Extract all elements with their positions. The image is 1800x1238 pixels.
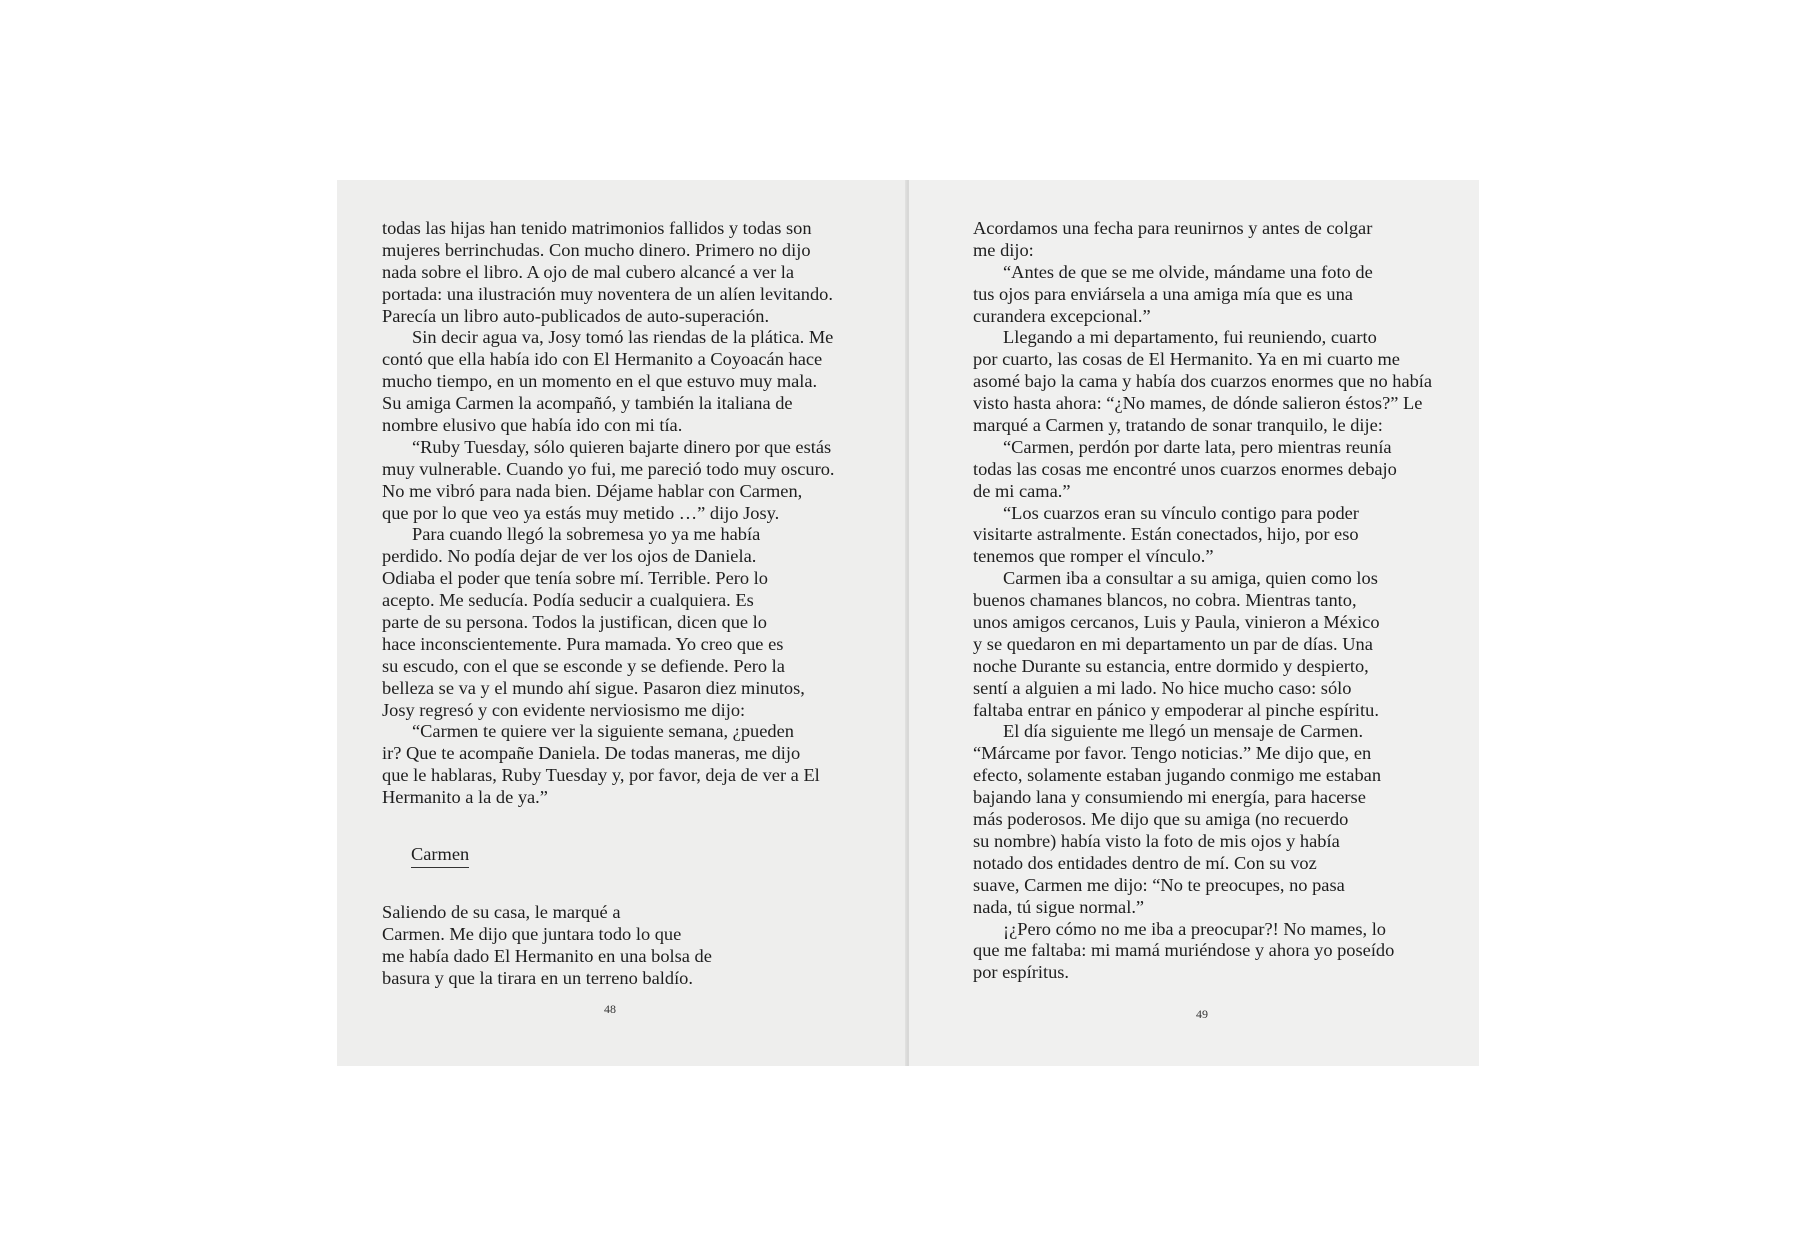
- right-page: [909, 180, 1479, 1066]
- text-line: marqué a Carmen y, tratando de sonar tranquilo, le dije:: [973, 415, 1383, 436]
- text-line: mucho tiempo, en un momento en el que estuvo muy mala.: [382, 371, 818, 392]
- text-line: Saliendo de su casa, le marqué a: [382, 901, 621, 922]
- text-line: de mi cama.”: [973, 480, 1071, 501]
- text-line: Su amiga Carmen la acompañó, y también la italiana de: [382, 393, 793, 414]
- left-page-text: [382, 218, 862, 990]
- text-line: efecto, solamente estaban jugando conmigo me estaban: [973, 765, 1382, 786]
- text-line: No me vibró para nada bien. Déjame hablar con Carmen,: [382, 480, 803, 501]
- text-line: bajando lana y consumiendo mi energía, para hacerse: [973, 787, 1366, 808]
- text-line: Para cuando llegó la sobremesa yo ya me había: [412, 524, 761, 545]
- text-line: perdido. No podía dejar de ver los ojos de Daniela.: [382, 546, 757, 567]
- section-heading: Carmen: [411, 844, 469, 868]
- text-line: nada sobre el libro. A ojo de mal cubero alcancé a ver la: [382, 261, 795, 282]
- text-line: faltaba entrar en pánico y empoderar al pinche espíritu.: [973, 699, 1379, 720]
- text-line: ¡¿Pero cómo no me iba a preocupar?! No mames, lo: [1003, 918, 1386, 939]
- text-line: me dijo:: [973, 239, 1034, 260]
- text-line: “Ruby Tuesday, sólo quieren bajarte dinero por que estás: [412, 436, 832, 457]
- text-line: su escudo, con el que se esconde y se defiende. Pero la: [382, 655, 785, 676]
- text-line: “Los cuarzos eran su vínculo contigo para poder: [1003, 502, 1359, 523]
- text-line: “Carmen te quiere ver la siguiente semana, ¿pueden: [412, 721, 794, 742]
- text-line: sentí a alguien a mi lado. No hice mucho caso: sólo: [973, 677, 1352, 698]
- text-line: visitarte astralmente. Están conectados, hijo, por eso: [973, 524, 1359, 545]
- text-line: que le hablaras, Ruby Tuesday y, por favor, deja de ver a El: [382, 765, 820, 786]
- right-page-text: [973, 218, 1443, 984]
- text-line: por espíritus.: [973, 962, 1070, 983]
- text-line: curandera excepcional.”: [973, 305, 1151, 326]
- text-line: Hermanito a la de ya.”: [382, 787, 548, 808]
- text-line: ir? Que te acompañe Daniela. De todas maneras, me dijo: [382, 743, 801, 764]
- text-line: nada, tú sigue normal.”: [973, 896, 1145, 917]
- text-line: Carmen iba a consultar a su amiga, quien como los: [1003, 568, 1378, 589]
- text-line: buenos chamanes blancos, no cobra. Mientras tanto,: [973, 590, 1357, 611]
- text-line: hace inconscientemente. Pura mamada. Yo creo que es: [382, 633, 784, 654]
- text-line: que por lo que veo ya estás muy metido …” dijo Josy.: [382, 502, 780, 523]
- text-line: Acordamos una fecha para reunirnos y antes de colgar: [973, 218, 1373, 238]
- text-line: Carmen. Me dijo que juntara todo lo que: [382, 923, 682, 944]
- section-gap: [382, 809, 862, 844]
- text-line: todas las cosas me encontré unos cuarzos enormes debajo: [973, 458, 1397, 479]
- text-line: mujeres berrinchudas. Con mucho dinero. Primero no dijo: [382, 239, 811, 260]
- right-body-text: [973, 218, 1443, 984]
- text-line: Llegando a mi departamento, fui reuniendo, cuarto: [1003, 327, 1377, 348]
- text-line: Odiaba el poder que tenía sobre mí. Terrible. Pero lo: [382, 568, 768, 589]
- text-line: Josy regresó y con evidente nerviosismo me dijo:: [382, 699, 746, 720]
- text-line: todas las hijas han tenido matrimonios fallidos y todas son: [382, 218, 812, 238]
- page-number-left: 48: [604, 1002, 616, 1016]
- text-line: tus ojos para enviársela a una amiga mía que es una: [973, 283, 1353, 304]
- text-line: “Antes de que se me olvide, mándame una foto de: [1003, 261, 1373, 282]
- text-line: “Carmen, perdón por darte lata, pero mientras reunía: [1003, 436, 1392, 457]
- section-gap: [382, 868, 862, 902]
- text-line: unos amigos cercanos, Luis y Paula, vinieron a México: [973, 612, 1380, 633]
- text-line: por cuarto, las cosas de El Hermanito. Ya en mi cuarto me: [973, 349, 1400, 370]
- text-line: más poderosos. Me dijo que su amiga (no recuerdo: [973, 809, 1349, 830]
- text-line: me había dado El Hermanito en una bolsa de: [382, 945, 712, 966]
- text-line: belleza se va y el mundo ahí sigue. Pasaron diez minutos,: [382, 677, 805, 698]
- text-line: nombre elusivo que había ido con mi tía.: [382, 415, 683, 436]
- page-number-right: 49: [1196, 1007, 1208, 1021]
- text-line: visto hasta ahora: “¿No mames, de dónde salieron éstos?” Le: [973, 393, 1423, 414]
- text-line: “Márcame por favor. Tengo noticias.” Me dijo que, en: [973, 743, 1372, 764]
- text-line: portada: una ilustración muy noventera de un alíen levitando.: [382, 283, 833, 304]
- text-line: que me faltaba: mi mamá muriéndose y ahora yo poseído: [973, 940, 1395, 961]
- text-line: basura y que la tirara en un terreno baldío.: [382, 967, 693, 988]
- left-page: [337, 180, 907, 1066]
- text-line: acepto. Me seducía. Podía seducir a cualquiera. Es: [382, 590, 754, 611]
- text-line: su nombre) había visto la foto de mis ojos y había: [973, 830, 1340, 851]
- text-line: asomé bajo la cama y había dos cuarzos enormes que no había: [973, 371, 1433, 392]
- left-body-text: [382, 218, 862, 809]
- text-line: notado dos entidades dentro de mí. Con su voz: [973, 852, 1317, 873]
- text-line: El día siguiente me llegó un mensaje de Carmen.: [1003, 721, 1364, 742]
- left-section-text: [382, 902, 862, 990]
- text-line: parte de su persona. Todos la justifican, dicen que lo: [382, 612, 767, 633]
- text-line: Sin decir agua va, Josy tomó las riendas de la plática. Me: [412, 327, 834, 348]
- text-line: muy vulnerable. Cuando yo fui, me pareció todo muy oscuro.: [382, 458, 835, 479]
- text-line: suave, Carmen me dijo: “No te preocupes, no pasa: [973, 874, 1345, 895]
- text-line: Parecía un libro auto-publicados de auto-superación.: [382, 305, 770, 326]
- text-line: tenemos que romper el vínculo.”: [973, 546, 1214, 567]
- text-line: noche Durante su estancia, entre dormido y despierto,: [973, 655, 1369, 676]
- text-line: y se quedaron en mi departamento un par de días. Una: [973, 633, 1373, 654]
- text-line: contó que ella había ido con El Hermanito a Coyoacán hace: [382, 349, 823, 370]
